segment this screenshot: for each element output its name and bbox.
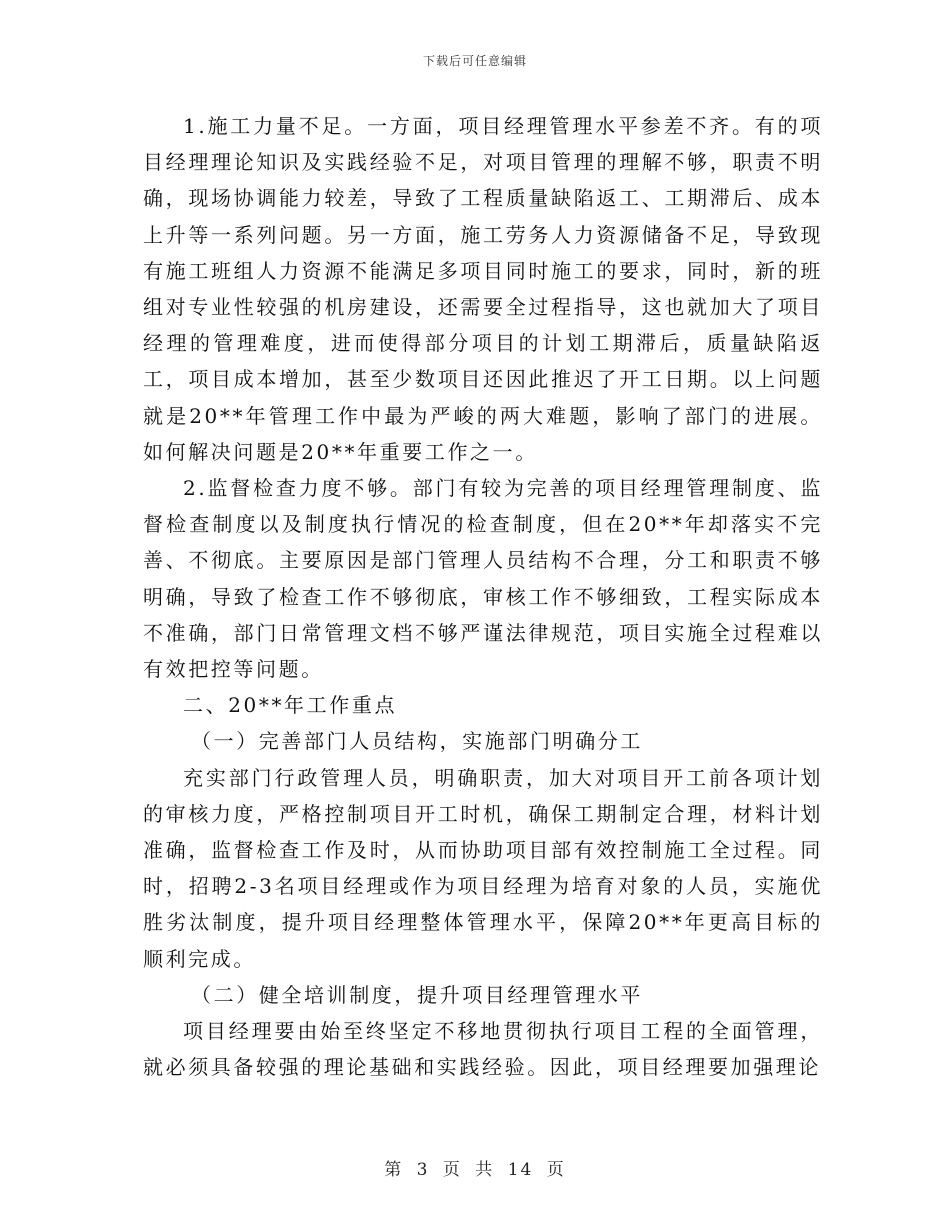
footer-label-total: 共 xyxy=(475,1160,495,1180)
page-footer xyxy=(0,1155,950,1180)
paragraph-training: 项目经理要由始至终坚定不移地贯彻执行项目工程的全面管理，就必须具备较强的理论基础和实践经验。因此，项目经理要加强理论 xyxy=(143,1019,823,1080)
footer-label-unit: 页 xyxy=(442,1160,462,1180)
page-header: 下载后可任意编辑 xyxy=(422,54,527,68)
footer-current-page: 3 xyxy=(416,1160,430,1180)
section-heading-work-focus: 二、20**年工作重点 xyxy=(183,693,398,718)
footer-label-page: 第 xyxy=(384,1160,404,1180)
footer-label-unit-end: 页 xyxy=(546,1160,566,1180)
subheading-training: （二）健全培训制度，提升项目经理管理水平 xyxy=(191,982,643,1007)
paragraph-construction-capacity: 1.施工力量不足。一方面，项目经理管理水平参差不齐。有的项目经理理论知识及实践经验不足，对项目管理的理解不够，职责不明确，现场协调能力较差，导致了工程质量缺陷返工、工期滞后、成本上升等一系列问题。另一方面，施工劳务人力资源储备不足，导致现有施工班组人力资源不能满足多项目同时施工的要求，同时，新的班组对专业性较强的机房建设，还需要全过程指导，这也就加大了项目经理的管理难度，进而使得部分项目的计划工期滞后，质量缺陷返工，项目成本增加，甚至少数项目还因此推迟了开工日期。以上问题就是20**年管理工作中最为严峻的两大难题，影响了部门的进展。如何解决问题是20**年重要工作之一。 xyxy=(143,114,823,464)
paragraph-supervision: 2.监督检查力度不够。部门有较为完善的项目经理管理制度、监督检查制度以及制度执行情况的检查制度，但在20**年却落实不完善、不彻底。主要原因是部门管理人员结构不合理，分工和职责不够明确，导致了检查工作不够彻底，审核工作不够细致，工程实际成本不准确，部门日常管理文档不够严谨法律规范，项目实施全过程难以有效把控等问题。 xyxy=(143,476,823,682)
document-body xyxy=(143,108,823,1085)
footer-total-pages: 14 xyxy=(507,1160,534,1180)
subheading-staff-structure: （一）完善部门人员结构，实施部门明确分工 xyxy=(191,729,643,754)
paragraph-staff-structure: 充实部门行政管理人员，明确职责，加大对项目开工前各项计划的审核力度，严格控制项目开工时机，确保工期制定合理，材料计划准确，监督检查工作及时，从而协助项目部有效控制施工全过程。同时，招聘2-3名项目经理或作为项目经理为培育对象的人员，实施优胜劣汰制度，提升项目经理整体管理水平，保障20**年更高目标的顺利完成。 xyxy=(143,765,823,971)
